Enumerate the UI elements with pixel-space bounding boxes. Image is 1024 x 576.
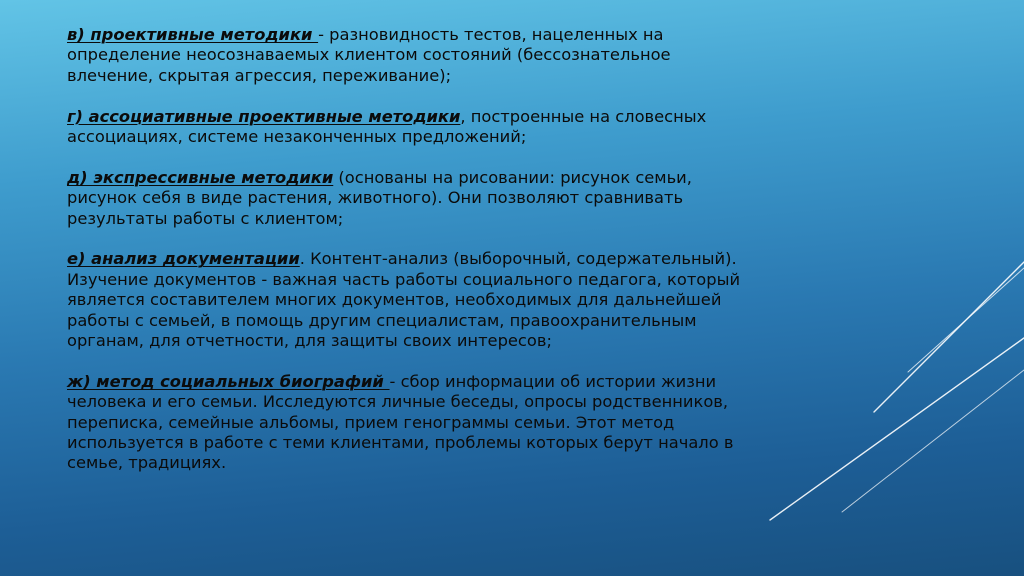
deco-line-2 xyxy=(908,268,1024,372)
term: е) анализ документации xyxy=(67,249,300,269)
deco-line-3 xyxy=(770,338,1024,520)
term: г) ассоциативные проективные методики xyxy=(67,106,461,126)
paragraph-projective-methods xyxy=(67,25,757,86)
paragraph-expressive-methods xyxy=(67,168,757,229)
paragraph-document-analysis xyxy=(67,249,757,351)
description: - разновидность тестов, нацеленных на определение неосознаваемых клиентом состояний (бессознательное влечение, скрытая агрессия, переживание); xyxy=(67,25,671,85)
paragraph-associative-methods xyxy=(67,107,757,148)
term: ж) метод социальных биографий xyxy=(67,371,390,391)
description: . Контент-анализ (выборочный, содержательный). Изучение документов - важная часть работы социального педагога, который является составителем многих документов, необходимых для дальнейшей работы с семьей, в помощь другим специалистам, правоохранительным органам, для отчетности, для защиты своих интересов; xyxy=(67,249,741,351)
term: д) экспрессивные методики xyxy=(67,167,334,187)
deco-line-4 xyxy=(842,370,1024,512)
description: - сбор информации об истории жизни человека и его семьи. Исследуются личные беседы, опросы родственников, переписка, семейные альбомы, прием генограммы семьи. Этот метод используется в работе с теми клиентами, проблемы которых берут начало в семье, традициях. xyxy=(67,371,734,473)
description: (основаны на рисовании: рисунок семьи, рисунок себя в виде растения, животного). Они позволяют сравнивать результаты работы с клиентом; xyxy=(67,167,692,228)
description: , построенные на словесных ассоциациях, системе незаконченных предложений; xyxy=(67,106,707,147)
paragraph-social-biographies xyxy=(67,372,757,474)
term: в) проективные методики xyxy=(67,25,319,44)
slide-body xyxy=(67,25,757,474)
deco-line-1 xyxy=(874,262,1024,412)
